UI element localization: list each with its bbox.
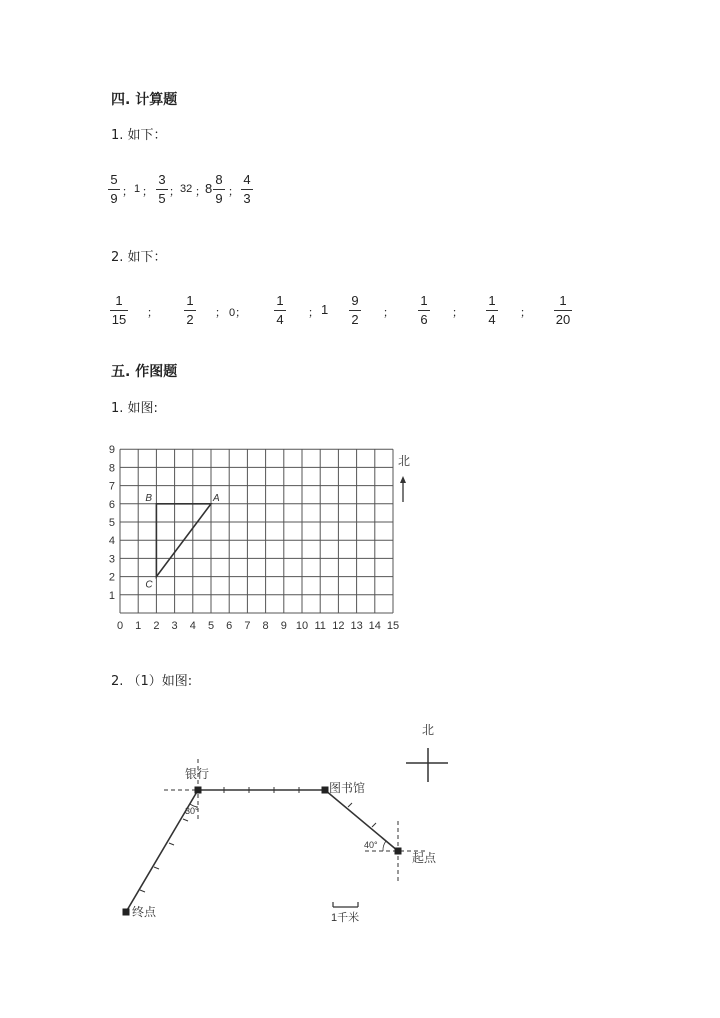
q1-fraction-6 bbox=[241, 172, 253, 207]
q1-mixed-whole: 8 bbox=[205, 181, 213, 196]
denominator: 3 bbox=[243, 191, 251, 206]
q2-fraction-7 bbox=[554, 293, 572, 328]
q2-fraction-6 bbox=[486, 293, 498, 328]
angle-label-start: 40° bbox=[364, 840, 378, 850]
q2-fraction-4 bbox=[349, 293, 361, 328]
y-tick-label: 2 bbox=[108, 571, 115, 584]
denominator: 4 bbox=[276, 312, 284, 327]
end-point bbox=[123, 909, 130, 916]
x-tick-label: 13 bbox=[350, 620, 363, 632]
numerator: 3 bbox=[158, 172, 166, 187]
y-tick-label: 3 bbox=[108, 553, 115, 566]
x-tick-label: 8 bbox=[262, 620, 269, 632]
separator: ； bbox=[520, 307, 531, 319]
y-tick-label: 7 bbox=[108, 480, 115, 493]
numerator: 5 bbox=[110, 172, 118, 187]
separator: ； bbox=[215, 307, 226, 319]
q2-value-one: 1 bbox=[321, 302, 329, 317]
q2-figure-label: 2. （1）如图: bbox=[111, 674, 193, 689]
x-tick-label: 7 bbox=[244, 620, 251, 632]
y-tick-label: 5 bbox=[108, 517, 115, 529]
separator: ； bbox=[383, 307, 394, 319]
angle-label-bank: 30° bbox=[185, 806, 199, 816]
separator: ； bbox=[122, 186, 133, 198]
start-label: 起点 bbox=[412, 851, 437, 865]
x-tick-label: 4 bbox=[189, 620, 196, 632]
numerator: 1 bbox=[420, 293, 428, 308]
map-north-label: 北 bbox=[422, 723, 435, 737]
y-tick-label: 9 bbox=[108, 444, 115, 457]
q2-fraction-2 bbox=[184, 293, 196, 328]
q1-fraction-1 bbox=[108, 172, 120, 207]
separator: ； bbox=[452, 307, 463, 319]
denominator: 9 bbox=[110, 191, 118, 206]
x-tick-label: 6 bbox=[226, 620, 233, 632]
numerator: 9 bbox=[351, 293, 359, 308]
separator: ； bbox=[228, 186, 239, 198]
y-tick-label: 8 bbox=[108, 462, 115, 475]
separator: ； bbox=[147, 307, 158, 319]
point-c-label: C bbox=[145, 579, 153, 591]
q1-value-2: 1 bbox=[134, 183, 141, 195]
q2-fraction-1 bbox=[110, 293, 128, 328]
separator: ； bbox=[142, 186, 153, 198]
x-tick-label: 10 bbox=[295, 620, 309, 632]
q2-fraction-5 bbox=[418, 293, 430, 328]
numerator: 1 bbox=[186, 293, 194, 308]
denominator: 4 bbox=[488, 312, 496, 327]
q1-label: 1. 如下： bbox=[111, 128, 167, 143]
section-5-title: 五. 作图题 bbox=[111, 364, 178, 380]
x-axis-labels bbox=[117, 620, 399, 632]
x-tick-label: 12 bbox=[332, 620, 345, 632]
point-a-label: A bbox=[213, 492, 220, 504]
x-tick-label: 5 bbox=[207, 620, 215, 632]
library-label: 图书馆 bbox=[329, 781, 366, 795]
x-tick-label: 0 bbox=[116, 620, 124, 632]
point-b-label: B bbox=[145, 492, 153, 504]
coordinate-grid bbox=[100, 440, 430, 640]
q1-fraction-3 bbox=[156, 172, 168, 207]
numerator: 1 bbox=[488, 293, 496, 308]
y-tick-label: 1 bbox=[108, 589, 115, 602]
denominator: 15 bbox=[111, 312, 127, 327]
q2-fraction-3 bbox=[274, 293, 286, 328]
library-point bbox=[322, 787, 329, 794]
denominator: 9 bbox=[215, 191, 223, 206]
x-tick-label: 9 bbox=[280, 620, 287, 632]
bank-point bbox=[195, 787, 202, 794]
y-tick-label: 6 bbox=[108, 498, 115, 511]
denominator: 6 bbox=[420, 312, 428, 327]
q1-value-4: 32 bbox=[180, 183, 193, 195]
angle-arc-start bbox=[383, 841, 386, 851]
separator: ； bbox=[169, 186, 180, 198]
numerator: 1 bbox=[115, 293, 123, 308]
denominator: 2 bbox=[351, 312, 359, 327]
denominator: 5 bbox=[158, 191, 166, 206]
denominator: 20 bbox=[555, 312, 571, 327]
x-tick-label: 15 bbox=[386, 620, 400, 632]
north-label: 北 bbox=[398, 454, 411, 468]
scale-label: 1千米 bbox=[331, 912, 360, 924]
x-tick-label: 11 bbox=[314, 620, 326, 632]
x-tick-label: 1 bbox=[135, 620, 142, 632]
section-4-title: 四. 计算题 bbox=[111, 92, 178, 108]
q1-fraction-5 bbox=[213, 172, 225, 207]
numerator: 1 bbox=[559, 293, 567, 308]
x-tick-label: 3 bbox=[171, 620, 178, 632]
separator: ； bbox=[308, 307, 319, 319]
numerator: 4 bbox=[243, 172, 251, 187]
numerator: 8 bbox=[215, 172, 223, 187]
numerator: 1 bbox=[276, 293, 284, 308]
route-path bbox=[126, 790, 398, 912]
x-tick-label: 14 bbox=[368, 620, 381, 632]
route-map bbox=[110, 715, 450, 930]
start-point bbox=[395, 848, 402, 855]
north-arrowhead-icon bbox=[400, 476, 406, 483]
separator: ； bbox=[195, 186, 206, 198]
x-tick-label: 2 bbox=[153, 620, 160, 632]
y-axis-labels bbox=[109, 444, 115, 602]
y-tick-label: 4 bbox=[108, 535, 115, 548]
denominator: 2 bbox=[186, 312, 194, 327]
grid-lines bbox=[120, 449, 393, 613]
q2-value-zero: 0； bbox=[229, 307, 247, 319]
q1-figure-label: 1. 如图: bbox=[111, 401, 158, 416]
q2-label: 2. 如下： bbox=[111, 250, 167, 265]
end-label: 终点 bbox=[132, 905, 157, 919]
bank-label: 银行 bbox=[185, 767, 210, 781]
